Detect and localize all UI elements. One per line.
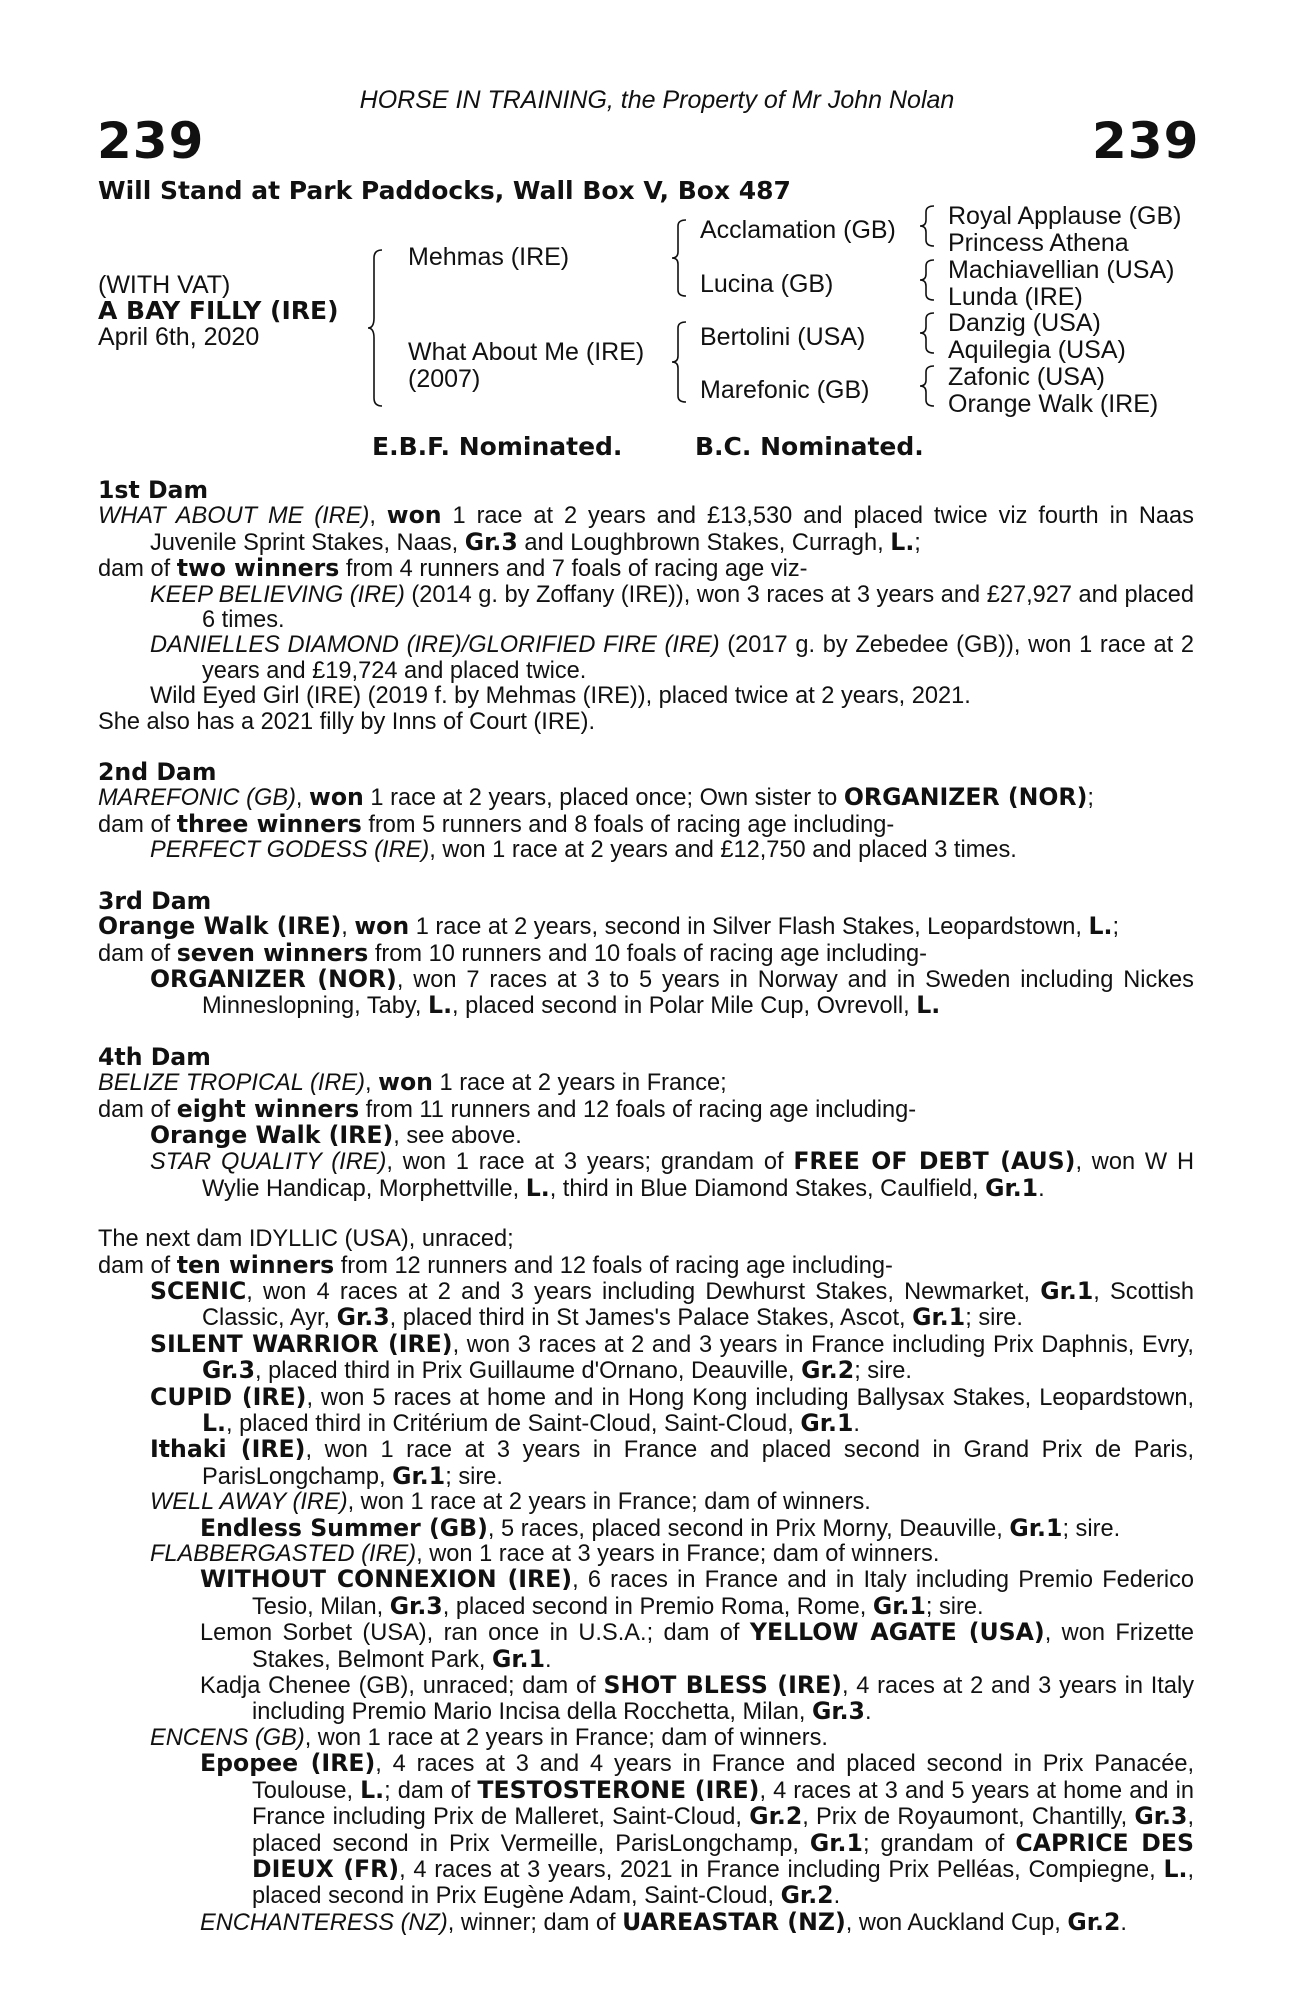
dam-name: What About Me (IRE) [408, 338, 645, 366]
ggs-6: Aquilegia (USA) [948, 336, 1126, 364]
second-dam-produce-summary: dam of three winners from 5 runners and 8 foals of racing age including- [98, 809, 895, 838]
produce-danielles-diamond: DANIELLES DIAMOND (IRE)/GLORIFIED FIRE (IRE) (2017 g. by Zebedee (GB)), won 1 race at 2 years and £19,724 and placed twice. [150, 632, 1194, 684]
produce-cupid: CUPID (IRE), won 5 races at home and in Hong Kong including Ballysax Stakes, Leopardstown, L., placed third in Critérium de Saint-Cloud, Saint-Cloud, Gr.1. [150, 1382, 1194, 1437]
gen3-bracket-3 [920, 311, 940, 355]
catalogue-notes [98, 478, 1194, 1936]
first-dam-heading: 1st Dam [98, 476, 209, 504]
second-dam-heading: 2nd Dam [98, 758, 217, 787]
ebf-nomination: E.B.F. Nominated. [372, 432, 623, 461]
produce-keep-believing: KEEP BELIEVING (IRE) (2014 g. by Zoffany (IRE)), won 3 races at 3 years and £27,927 and placed 6 times. [150, 581, 1194, 634]
fourth-dam-record: BELIZE TROPICAL (IRE), won 1 race at 2 years in France; [98, 1068, 727, 1097]
grandsire-paternal: Acclamation (GB) [700, 216, 896, 244]
sale-heading: HORSE IN TRAINING, the Property of Mr John Nolan [359, 86, 955, 114]
gen3-bracket-4 [920, 364, 940, 408]
produce-without-connexion: WITHOUT CONNEXION (IRE), 6 races in France and in Italy including Premio Federico Tesio, Milan, Gr.3, placed second in Premio Roma, Rome, Gr.1; sire. [200, 1565, 1195, 1620]
ggs-1: Royal Applause (GB) [948, 202, 1182, 230]
vat-note: (WITH VAT) [98, 271, 231, 299]
produce-star-quality: STAR QUALITY (IRE), won 1 race at 3 years; grandam of FREE OF DEBT (AUS), won W H Wylie Handicap, Morphettville, L., third in Blue Diamond Stakes, Caulfield, Gr.1. [150, 1147, 1194, 1202]
third-dam-record: Orange Walk (IRE), won 1 race at 2 years, second in Silver Flash Stakes, Leopardstown, L.; [98, 912, 1120, 941]
ggs-4: Lunda (IRE) [948, 283, 1083, 311]
produce-lemon-sorbet: Lemon Sorbet (USA), ran once in U.S.A.; dam of YELLOW AGATE (USA), won Frizette Stakes, Belmont Park, Gr.1. [200, 1618, 1195, 1673]
produce-encens: ENCENS (GB), won 1 race at 2 years in France; dam of winners. [150, 1724, 828, 1751]
sire-name: Mehmas (IRE) [408, 243, 570, 271]
dam-year: (2007) [408, 365, 481, 393]
lot-number-left: 239 [97, 112, 205, 170]
first-dam-produce-summary: dam of two winners from 4 runners and 7 foals of racing age viz- [98, 554, 808, 583]
grandsire-maternal: Bertolini (USA) [700, 323, 866, 351]
produce-endless-summer: Endless Summer (GB), 5 races, placed second in Prix Morny, Deauville, Gr.1; sire. [200, 1513, 1121, 1542]
first-dam-record: WHAT ABOUT ME (IRE), won 1 race at 2 years and £13,530 and placed twice viz fourth in Naas Juvenile Sprint Stakes, Naas, Gr.3 and Loughbrown Stakes, Curragh, L.; [98, 501, 1194, 556]
gen3-bracket-2 [920, 258, 940, 302]
produce-orange-walk: Orange Walk (IRE), see above. [150, 1120, 522, 1149]
ggs-3: Machiavellian (USA) [948, 256, 1175, 284]
fourth-dam-heading: 4th Dam [98, 1042, 211, 1071]
produce-scenic: SCENIC, won 4 races at 2 and 3 years including Dewhurst Stakes, Newmarket, Gr.1, Scottish Classic, Ayr, Gr.3, placed third in St James's Palace Stakes, Ascot, Gr.1; sire. [150, 1276, 1194, 1332]
third-dam-produce-summary: dam of seven winners from 10 runners and 10 foals of racing age including- [98, 938, 928, 967]
fourth-dam-produce-summary: dam of eight winners from 11 runners and 12 foals of racing age including- [98, 1094, 917, 1123]
third-dam-heading: 3rd Dam [98, 886, 212, 915]
main-bracket [368, 248, 388, 408]
ggs-2: Princess Athena [948, 229, 1129, 257]
produce-silent-warrior: SILENT WARRIOR (IRE), won 3 races at 2 and 3 years in France including Prix Daphnis, Evry, Gr.3, placed third in Prix Guillaume d'Ornano, Deauville, Gr.2; sire. [150, 1329, 1194, 1385]
produce-ithaki: Ithaki (IRE), won 1 race at 3 years in France and placed second in Grand Prix de Paris, ParisLongchamp, Gr.1; sire. [150, 1435, 1194, 1490]
dam-bracket [672, 320, 692, 404]
next-dam-produce-summary: dam of ten winners from 12 runners and 12 foals of racing age including- [98, 1250, 893, 1279]
produce-epopee: Epopee (IRE), 4 races at 3 and 4 years in France and placed second in Prix Panacée, Toulouse, L.; dam of TESTOSTERONE (IRE), 4 races at 3 and 5 years at home and in France including Prix de Malleret, Saint-Cloud, Gr.2, Prix de Royaumont, Chantilly, Gr.3, placed second in Prix Vermeille, ParisLongchamp, Gr.1; grandam of CAPRICE DES DIEUX (FR), 4 races at 3 years, 2021 in France including Prix Pelléas, Compiegne, L., placed second in Prix Eugène Adam, Saint-Cloud, Gr.2. [200, 1749, 1195, 1910]
produce-well-away: WELL AWAY (IRE), won 1 race at 2 years in France; dam of winners. [150, 1489, 871, 1516]
sire-bracket [672, 218, 692, 298]
horse-name: A BAY FILLY (IRE) [98, 296, 339, 325]
second-dam-record: MAREFONIC (GB), won 1 race at 2 years, placed once; Own sister to ORGANIZER (NOR); [98, 783, 1094, 812]
produce-wild-eyed-girl: Wild Eyed Girl (IRE) (2019 f. by Mehmas (IRE)), placed twice at 2 years, 2021. [150, 683, 971, 710]
ggs-7: Zafonic (USA) [948, 363, 1105, 391]
produce-flabbergasted: FLABBERGASTED (IRE), won 1 race at 3 years in France; dam of winners. [150, 1541, 940, 1568]
produce-perfect-godess: PERFECT GODESS (IRE), won 1 race at 2 years and £12,750 and placed 3 times. [150, 837, 1017, 864]
granddam-maternal: Marefonic (GB) [700, 376, 870, 404]
produce-organizer: ORGANIZER (NOR), won 7 races at 3 to 5 years in Norway and in Sweden including Nickes Minneslopning, Taby, L., placed second in Polar Mile Cup, Ovrevoll, L. [150, 964, 1194, 1020]
produce-kadja-chenee: Kadja Chenee (GB), unraced; dam of SHOT BLESS (IRE), 4 races at 2 and 3 years in Italy including Premio Mario Incisa della Rocchetta, Milan, Gr.3. [200, 1671, 1194, 1726]
next-dam-record: The next dam IDYLLIC (USA), unraced; [98, 1226, 514, 1253]
ggs-5: Danzig (USA) [948, 309, 1101, 337]
ggs-8: Orange Walk (IRE) [948, 390, 1159, 418]
granddam-paternal: Lucina (GB) [700, 270, 834, 298]
produce-enchanteress: ENCHANTERESS (NZ), winner; dam of UAREASTAR (NZ), won Auckland Cup, Gr.2. [200, 1907, 1127, 1936]
gen3-bracket-1 [920, 204, 940, 248]
bc-nomination: B.C. Nominated. [695, 432, 924, 461]
lot-number-right: 239 [1092, 112, 1200, 170]
stand-location: Will Stand at Park Paddocks, Wall Box V, Box 487 [98, 176, 791, 205]
produce-2021-filly: She also has a 2021 filly by Inns of Court (IRE). [98, 708, 596, 735]
foaling-date: April 6th, 2020 [98, 323, 260, 351]
